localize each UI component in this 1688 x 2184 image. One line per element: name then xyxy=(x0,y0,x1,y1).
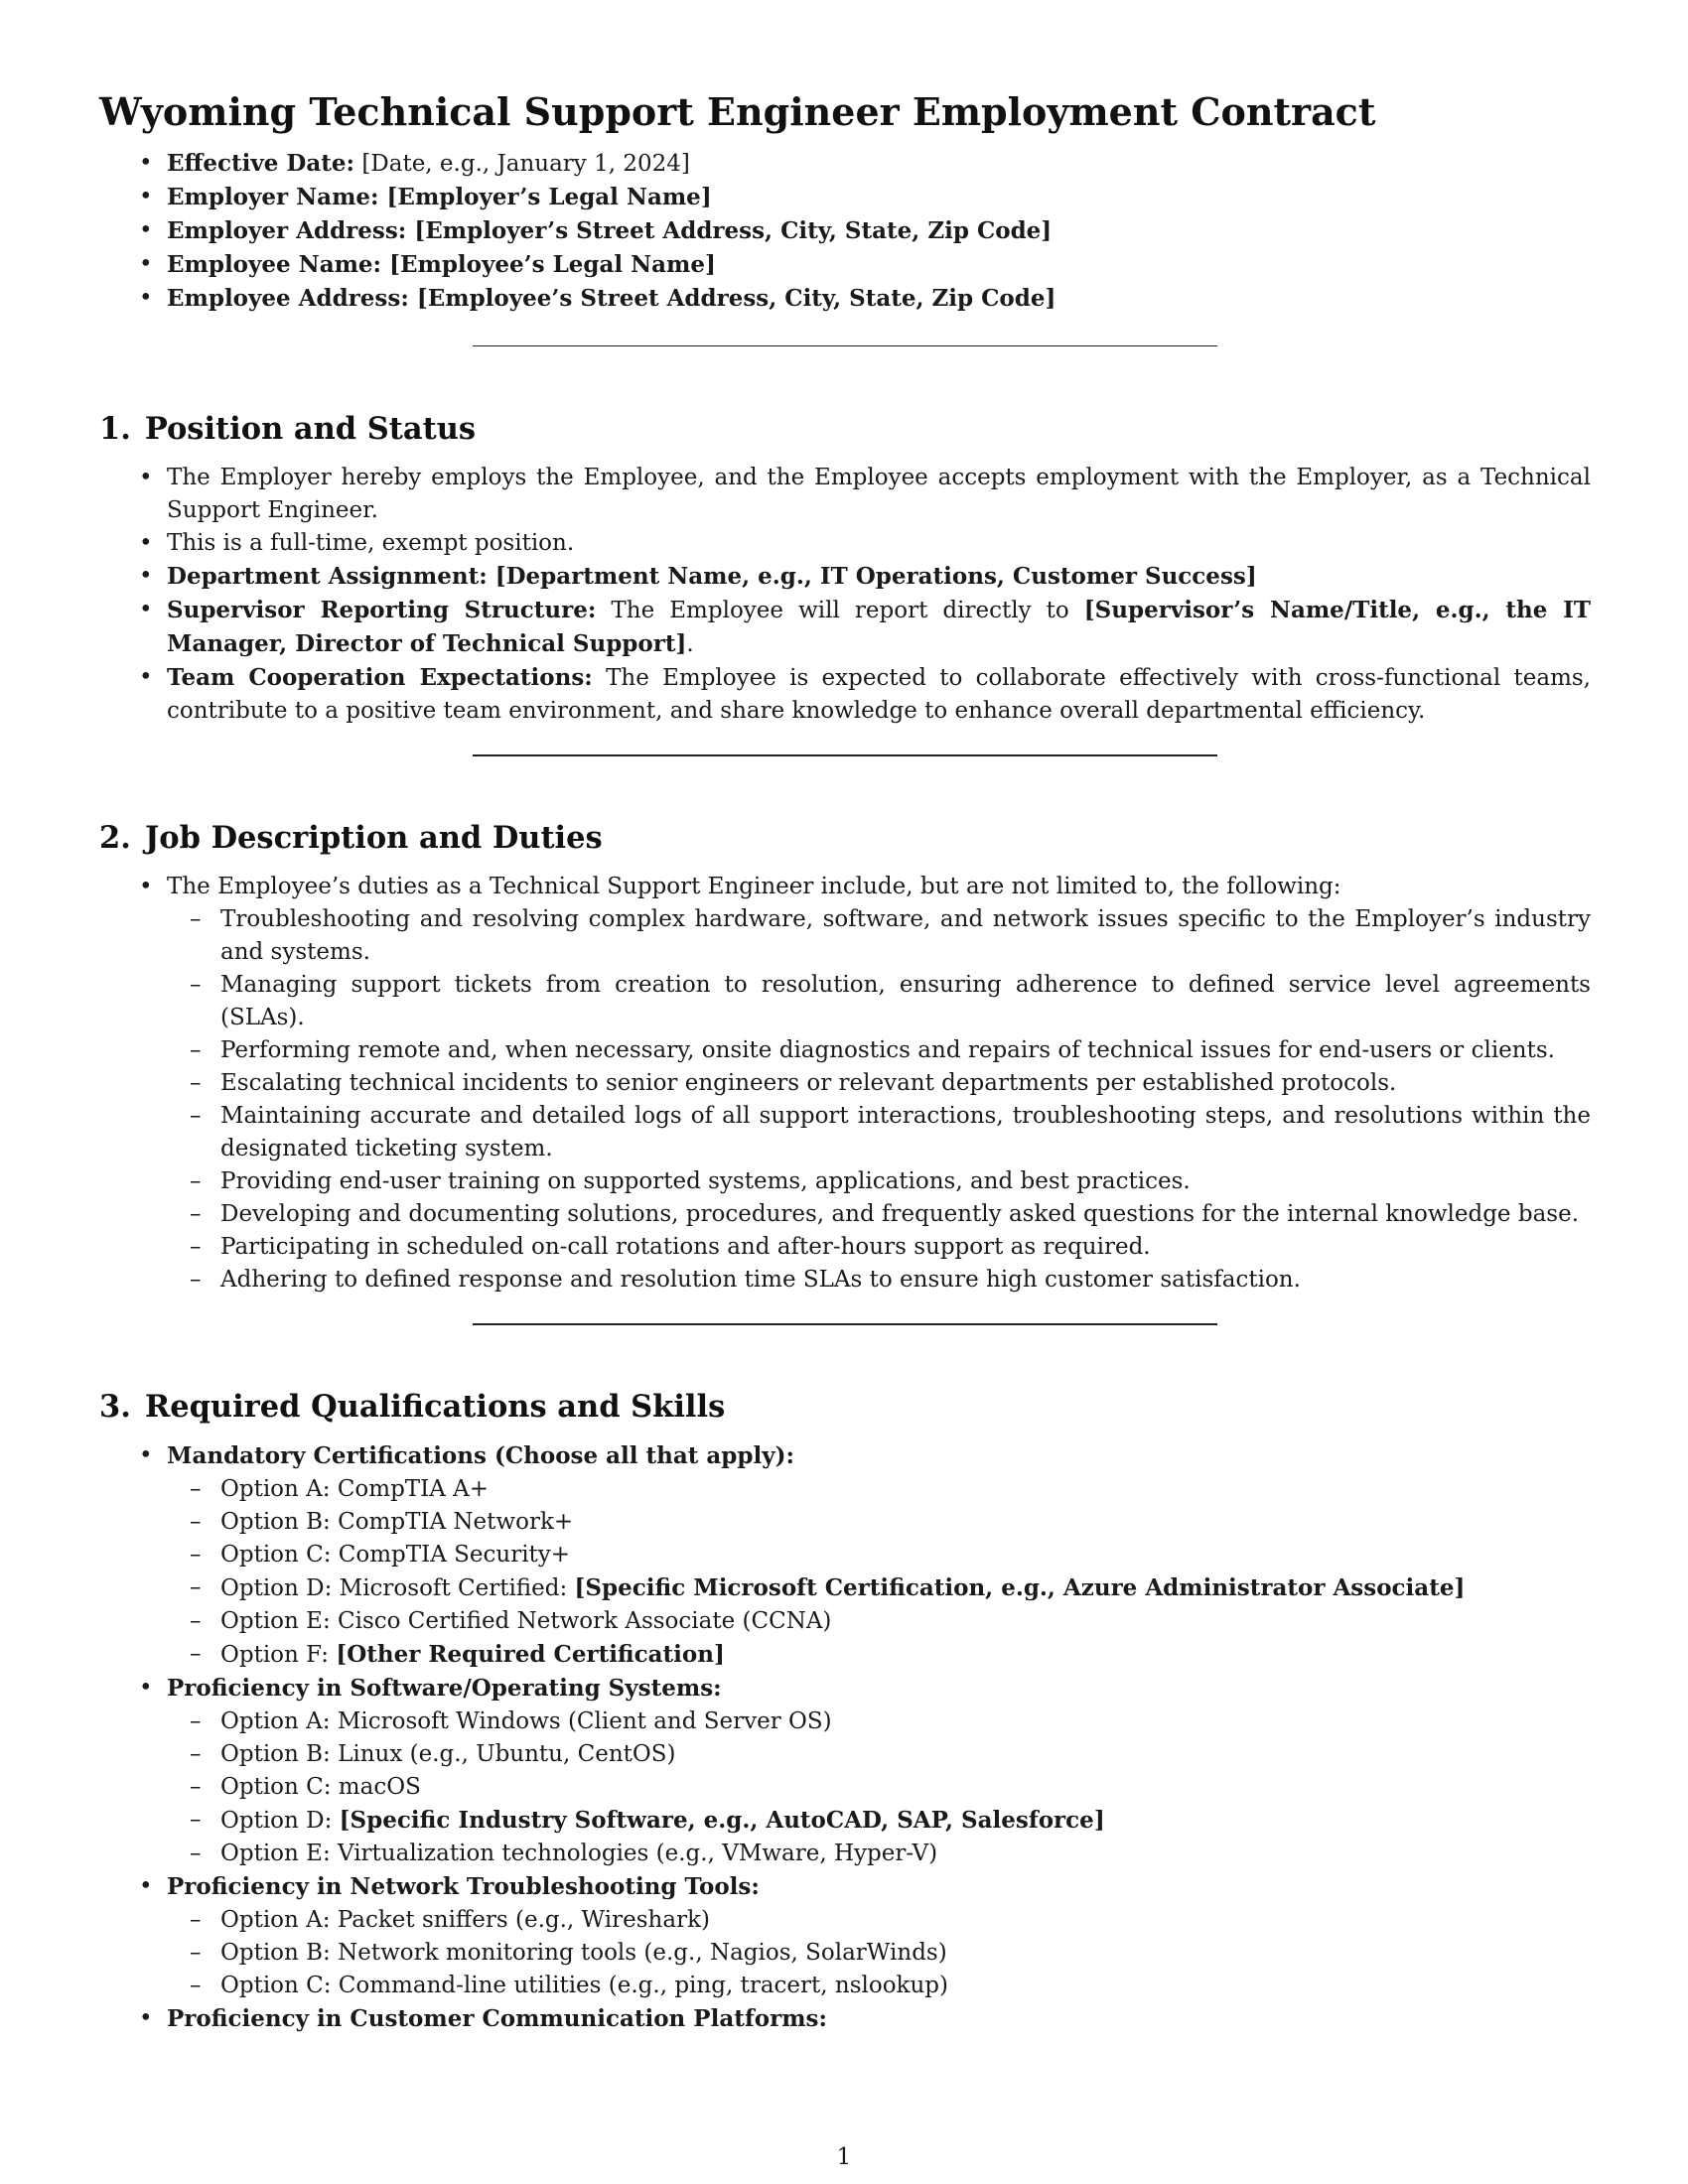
subsection-heading: Proficiency in Network Troubleshooting Tools: xyxy=(167,1873,760,1900)
position-list xyxy=(99,462,1591,728)
option-item xyxy=(160,1804,1591,1838)
field-label: Department Assignment: xyxy=(167,563,488,590)
option-placeholder: [Specific Industry Software, e.g., AutoCAD, SAP, Salesforce] xyxy=(339,1807,1105,1834)
horizontal-divider xyxy=(473,345,1217,346)
option-item: – Option A: CompTIA A+ xyxy=(160,1473,1591,1506)
divider-wrap xyxy=(99,728,1591,819)
section-number: 2. xyxy=(99,820,131,856)
position-item-supervisor xyxy=(99,594,1591,661)
communication-platforms-item xyxy=(99,2002,1591,2036)
position-item-team xyxy=(99,661,1591,728)
field-text: The Employee will report directly to xyxy=(596,598,1084,623)
option-item: – Option C: macOS xyxy=(160,1771,1591,1804)
option-item: – Option E: Virtualization technologies (e.g., VMware, Hyper-V) xyxy=(160,1838,1591,1870)
qualifications-list xyxy=(99,1439,1591,2036)
section-number: 3. xyxy=(99,1389,131,1425)
field-text: The Employee is expected to collaborate effectively with cross-functional teams, contribute to a positive team environment, and share knowledge to enhance overall departmental efficiency. xyxy=(167,665,1591,724)
duties-sublist xyxy=(160,903,1591,1297)
page-number: 1 xyxy=(836,2144,852,2170)
certifications-sublist xyxy=(160,1473,1591,1672)
option-item: – Option C: Command-line utilities (e.g., ping, tracert, nslookup) xyxy=(160,1970,1591,2002)
field-label: Employee Address: xyxy=(167,285,409,312)
duty-item: – Performing remote and, when necessary, onsite diagnostics and repairs of technical issues for end-users or clients. xyxy=(160,1034,1591,1067)
position-item-employment: • The Employer hereby employs the Employee, and the Employee accepts employment with the Employer, as a Technical Support Engineer. xyxy=(99,462,1591,527)
option-item: – Option B: Network monitoring tools (e.g., Nagios, SolarWinds) xyxy=(160,1937,1591,1970)
field-label: Supervisor Reporting Structure: xyxy=(167,597,597,623)
field-label: Employee Name: xyxy=(167,251,382,278)
duty-item: – Developing and documenting solutions, procedures, and frequently asked questions for the internal knowledge base. xyxy=(160,1198,1591,1231)
divider-wrap xyxy=(99,1297,1591,1388)
subsection-heading: Mandatory Certifications (Choose all that apply): xyxy=(167,1442,794,1469)
option-item xyxy=(160,1638,1591,1672)
position-item-department xyxy=(99,560,1591,594)
field-value: [Employer’s Legal Name] xyxy=(378,184,712,210)
duty-item: – Troubleshooting and resolving complex hardware, software, and network issues specific to the Employer’s industry and systems. xyxy=(160,903,1591,969)
section-heading-duties xyxy=(99,819,1591,857)
employer-name-item xyxy=(99,181,1591,214)
option-item: – Option E: Cisco Certified Network Associate (CCNA) xyxy=(160,1605,1591,1638)
employer-address-item xyxy=(99,214,1591,248)
field-value: [Employee’s Street Address, City, State, Zip Code] xyxy=(408,285,1056,312)
horizontal-divider xyxy=(473,1323,1217,1325)
section-heading-position xyxy=(99,410,1591,448)
field-text: . xyxy=(686,631,694,657)
field-label: Employer Address: xyxy=(167,217,407,244)
section-number: 1. xyxy=(99,411,131,447)
duty-item: – Maintaining accurate and detailed logs of all support interactions, troubleshooting steps, and resolutions within the designated ticketing system. xyxy=(160,1100,1591,1165)
section-title: Required Qualifications and Skills xyxy=(144,1389,726,1425)
duties-intro: The Employee’s duties as a Technical Support Engineer include, but are not limited to, the following: xyxy=(167,874,1341,899)
field-value: [Employer’s Street Address, City, State, Zip Code] xyxy=(406,217,1053,244)
effective-date-item xyxy=(99,147,1591,181)
option-placeholder: [Specific Microsoft Certification, e.g., Azure Administrator Associate] xyxy=(574,1574,1466,1601)
employee-address-item xyxy=(99,282,1591,316)
network-tools-item xyxy=(99,1870,1591,2002)
horizontal-divider xyxy=(473,754,1217,756)
subsection-heading: Proficiency in Software/Operating Systems: xyxy=(167,1675,722,1702)
divider-wrap xyxy=(99,316,1591,410)
section-title: Job Description and Duties xyxy=(144,820,603,856)
option-text: Option D: Microsoft Certified: xyxy=(220,1575,575,1601)
employee-name-item xyxy=(99,248,1591,282)
duty-item: – Participating in scheduled on-call rotations and after-hours support as required. xyxy=(160,1231,1591,1264)
header-info-list xyxy=(99,147,1591,316)
option-item: – Option A: Packet sniffers (e.g., Wireshark) xyxy=(160,1904,1591,1937)
option-text: Option F: xyxy=(220,1642,337,1668)
certifications-item xyxy=(99,1439,1591,1672)
field-value: [Supervisor’s Name/Title, e.g., the IT Manager, Director of Technical Support] xyxy=(167,597,1591,657)
section-title: Position and Status xyxy=(144,411,477,447)
field-value: [Employee’s Legal Name] xyxy=(381,251,716,278)
position-item-fulltime: • This is a full-time, exempt position. xyxy=(99,527,1591,560)
field-label: Employer Name: xyxy=(167,184,379,210)
option-placeholder: [Other Required Certification] xyxy=(336,1641,725,1668)
duties-list xyxy=(99,871,1591,1297)
duty-item: – Managing support tickets from creation to resolution, ensuring adherence to defined service level agreements (SLAs). xyxy=(160,969,1591,1034)
option-item: – Option B: Linux (e.g., Ubuntu, CentOS) xyxy=(160,1738,1591,1771)
document-title: Wyoming Technical Support Engineer Employment Contract xyxy=(99,89,1376,134)
network-tools-sublist xyxy=(160,1904,1591,2002)
field-label: Effective Date: xyxy=(167,150,355,177)
option-item: – Option B: CompTIA Network+ xyxy=(160,1506,1591,1539)
option-text: Option D: xyxy=(220,1808,340,1834)
duty-item: – Adhering to defined response and resolution time SLAs to ensure high customer satisfaction. xyxy=(160,1264,1591,1297)
field-value: [Department Name, e.g., IT Operations, Customer Success] xyxy=(487,563,1257,590)
software-os-item xyxy=(99,1672,1591,1870)
software-os-sublist xyxy=(160,1706,1591,1870)
document-content xyxy=(99,87,1591,2036)
field-value: [Date, e.g., January 1, 2024] xyxy=(354,151,690,177)
duty-item: – Escalating technical incidents to senior engineers or relevant departments per established protocols. xyxy=(160,1067,1591,1100)
field-label: Team Cooperation Expectations: xyxy=(167,664,593,691)
option-item: – Option A: Microsoft Windows (Client and Server OS) xyxy=(160,1706,1591,1738)
option-item xyxy=(160,1571,1591,1605)
option-item: – Option C: CompTIA Security+ xyxy=(160,1539,1591,1571)
duty-item: – Providing end-user training on supported systems, applications, and best practices. xyxy=(160,1165,1591,1198)
subsection-heading: Proficiency in Customer Communication Platforms: xyxy=(167,2005,827,2032)
section-heading-qualifications xyxy=(99,1388,1591,1426)
duties-intro-item xyxy=(99,871,1591,1297)
